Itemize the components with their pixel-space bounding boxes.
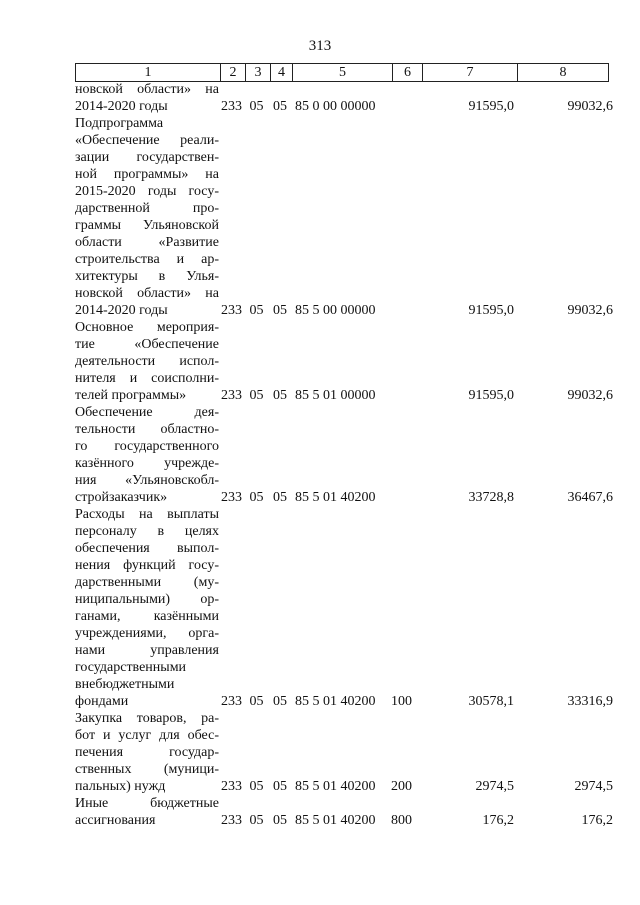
cell-col-6: 100 <box>391 694 412 709</box>
cell-col-4: 05 <box>273 490 287 505</box>
description-line: 2014-2020 годы <box>75 99 168 114</box>
cell-col-7: 33728,8 <box>468 490 514 505</box>
cell-col-2: 233 <box>221 303 242 318</box>
description-line: казённого учрежде- <box>75 456 219 471</box>
description-line: граммы Ульяновской <box>75 218 219 233</box>
row-description <box>75 795 219 829</box>
cell-col-3: 05 <box>249 303 264 318</box>
header-col-7: 7 <box>423 64 518 82</box>
header-col-2: 2 <box>221 64 246 82</box>
cell-col-8: 2974,5 <box>574 779 613 794</box>
page-number: 313 <box>308 38 332 54</box>
cell-col-2: 233 <box>221 694 242 709</box>
cell-col-8: 36467,6 <box>567 490 613 505</box>
description-line: нителя и соисполни- <box>75 371 219 386</box>
table-row <box>75 404 615 506</box>
row-description <box>75 81 219 115</box>
description-line: персоналу в целях <box>75 524 219 539</box>
header-col-8: 8 <box>518 64 609 82</box>
cell-col-3: 05 <box>249 779 264 794</box>
description-line: дарственной про- <box>75 201 219 216</box>
description-line: деятельности испол- <box>75 354 219 369</box>
description-line: учреждениями, орга- <box>75 626 219 641</box>
description-line: 2014-2020 годы <box>75 303 168 318</box>
description-line: бот и услуг для обес- <box>75 728 219 743</box>
table-row <box>75 115 615 319</box>
description-line: государственными <box>75 660 187 675</box>
header-col-5: 5 <box>293 64 393 82</box>
description-line: Иные бюджетные <box>75 796 219 811</box>
description-line: Обеспечение дея- <box>75 405 219 420</box>
row-description <box>75 404 219 506</box>
table-header <box>75 63 609 82</box>
description-line: новской области» на <box>75 82 219 97</box>
description-line: печения государ- <box>75 745 219 760</box>
description-line: обеспечения выпол- <box>75 541 219 556</box>
description-line: пальных) нужд <box>75 779 166 794</box>
description-line: Закупка товаров, ра- <box>75 711 219 726</box>
cell-col-3: 05 <box>249 99 264 114</box>
cell-col-4: 05 <box>273 99 287 114</box>
cell-col-3: 05 <box>249 388 264 403</box>
cell-col-3: 05 <box>249 694 264 709</box>
description-line: ганами, казёнными <box>75 609 219 624</box>
description-line: ния «Ульяновскобл- <box>75 473 219 488</box>
cell-col-7: 176,2 <box>482 813 514 828</box>
cell-col-8: 176,2 <box>581 813 613 828</box>
description-line: Расходы на выплаты <box>75 507 219 522</box>
description-line: фондами <box>75 694 129 709</box>
cell-col-8: 99032,6 <box>567 99 613 114</box>
cell-col-5: 85 5 01 40200 <box>295 779 376 794</box>
cell-col-2: 233 <box>221 490 242 505</box>
cell-col-7: 30578,1 <box>468 694 514 709</box>
header-col-1: 1 <box>76 64 221 82</box>
cell-col-5: 85 5 01 40200 <box>295 813 376 828</box>
cell-col-7: 2974,5 <box>475 779 514 794</box>
table-row <box>75 81 615 115</box>
description-line: ниципальными) ор- <box>75 592 219 607</box>
cell-col-4: 05 <box>273 388 287 403</box>
cell-col-5: 85 5 00 00000 <box>295 303 376 318</box>
cell-col-7: 91595,0 <box>468 388 514 403</box>
description-line: 2015-2020 годы госу- <box>75 184 219 199</box>
cell-col-4: 05 <box>273 813 287 828</box>
cell-col-6: 800 <box>391 813 412 828</box>
cell-col-6: 200 <box>391 779 412 794</box>
cell-col-7: 91595,0 <box>468 99 514 114</box>
cell-col-8: 33316,9 <box>567 694 613 709</box>
description-line: Подпрограмма <box>75 116 164 131</box>
header-col-3: 3 <box>246 64 271 82</box>
description-line: нами управления <box>75 643 219 658</box>
row-description <box>75 506 219 710</box>
description-line: дарственными (му- <box>75 575 219 590</box>
table-body <box>75 81 615 829</box>
description-line: области «Развитие <box>75 235 219 250</box>
description-line: го государственного <box>75 439 219 454</box>
header-col-4: 4 <box>271 64 293 82</box>
cell-col-2: 233 <box>221 99 242 114</box>
cell-col-3: 05 <box>249 490 264 505</box>
cell-col-8: 99032,6 <box>567 388 613 403</box>
cell-col-4: 05 <box>273 694 287 709</box>
description-line: ассигнования <box>75 813 156 828</box>
description-line: внебюджетными <box>75 677 175 692</box>
table-row <box>75 795 615 829</box>
cell-col-2: 233 <box>221 388 242 403</box>
row-description <box>75 319 219 404</box>
row-description <box>75 710 219 795</box>
description-line: строительства и ар- <box>75 252 219 267</box>
description-line: «Обеспечение реали- <box>75 133 219 148</box>
description-line: нения функций госу- <box>75 558 219 573</box>
description-line: тельности областно- <box>75 422 219 437</box>
cell-col-3: 05 <box>249 813 264 828</box>
table-row <box>75 506 615 710</box>
cell-col-5: 85 5 01 00000 <box>295 388 376 403</box>
cell-col-4: 05 <box>273 303 287 318</box>
cell-col-5: 85 0 00 00000 <box>295 99 376 114</box>
description-line: хитектуры в Улья- <box>75 269 219 284</box>
description-line: Основное мероприя- <box>75 320 219 335</box>
cell-col-5: 85 5 01 40200 <box>295 490 376 505</box>
cell-col-5: 85 5 01 40200 <box>295 694 376 709</box>
cell-col-7: 91595,0 <box>468 303 514 318</box>
table-row <box>75 319 615 404</box>
description-line: ной программы» на <box>75 167 219 182</box>
cell-col-2: 233 <box>221 779 242 794</box>
row-description <box>75 115 219 319</box>
header-col-6: 6 <box>393 64 423 82</box>
description-line: тие «Обеспечение <box>75 337 219 352</box>
description-line: стройзаказчик» <box>75 490 168 505</box>
table-row <box>75 710 615 795</box>
cell-col-8: 99032,6 <box>567 303 613 318</box>
description-line: ственных (муници- <box>75 762 219 777</box>
cell-col-2: 233 <box>221 813 242 828</box>
description-line: новской области» на <box>75 286 219 301</box>
cell-col-4: 05 <box>273 779 287 794</box>
description-line: телей программы» <box>75 388 187 403</box>
description-line: зации государствен- <box>75 150 219 165</box>
